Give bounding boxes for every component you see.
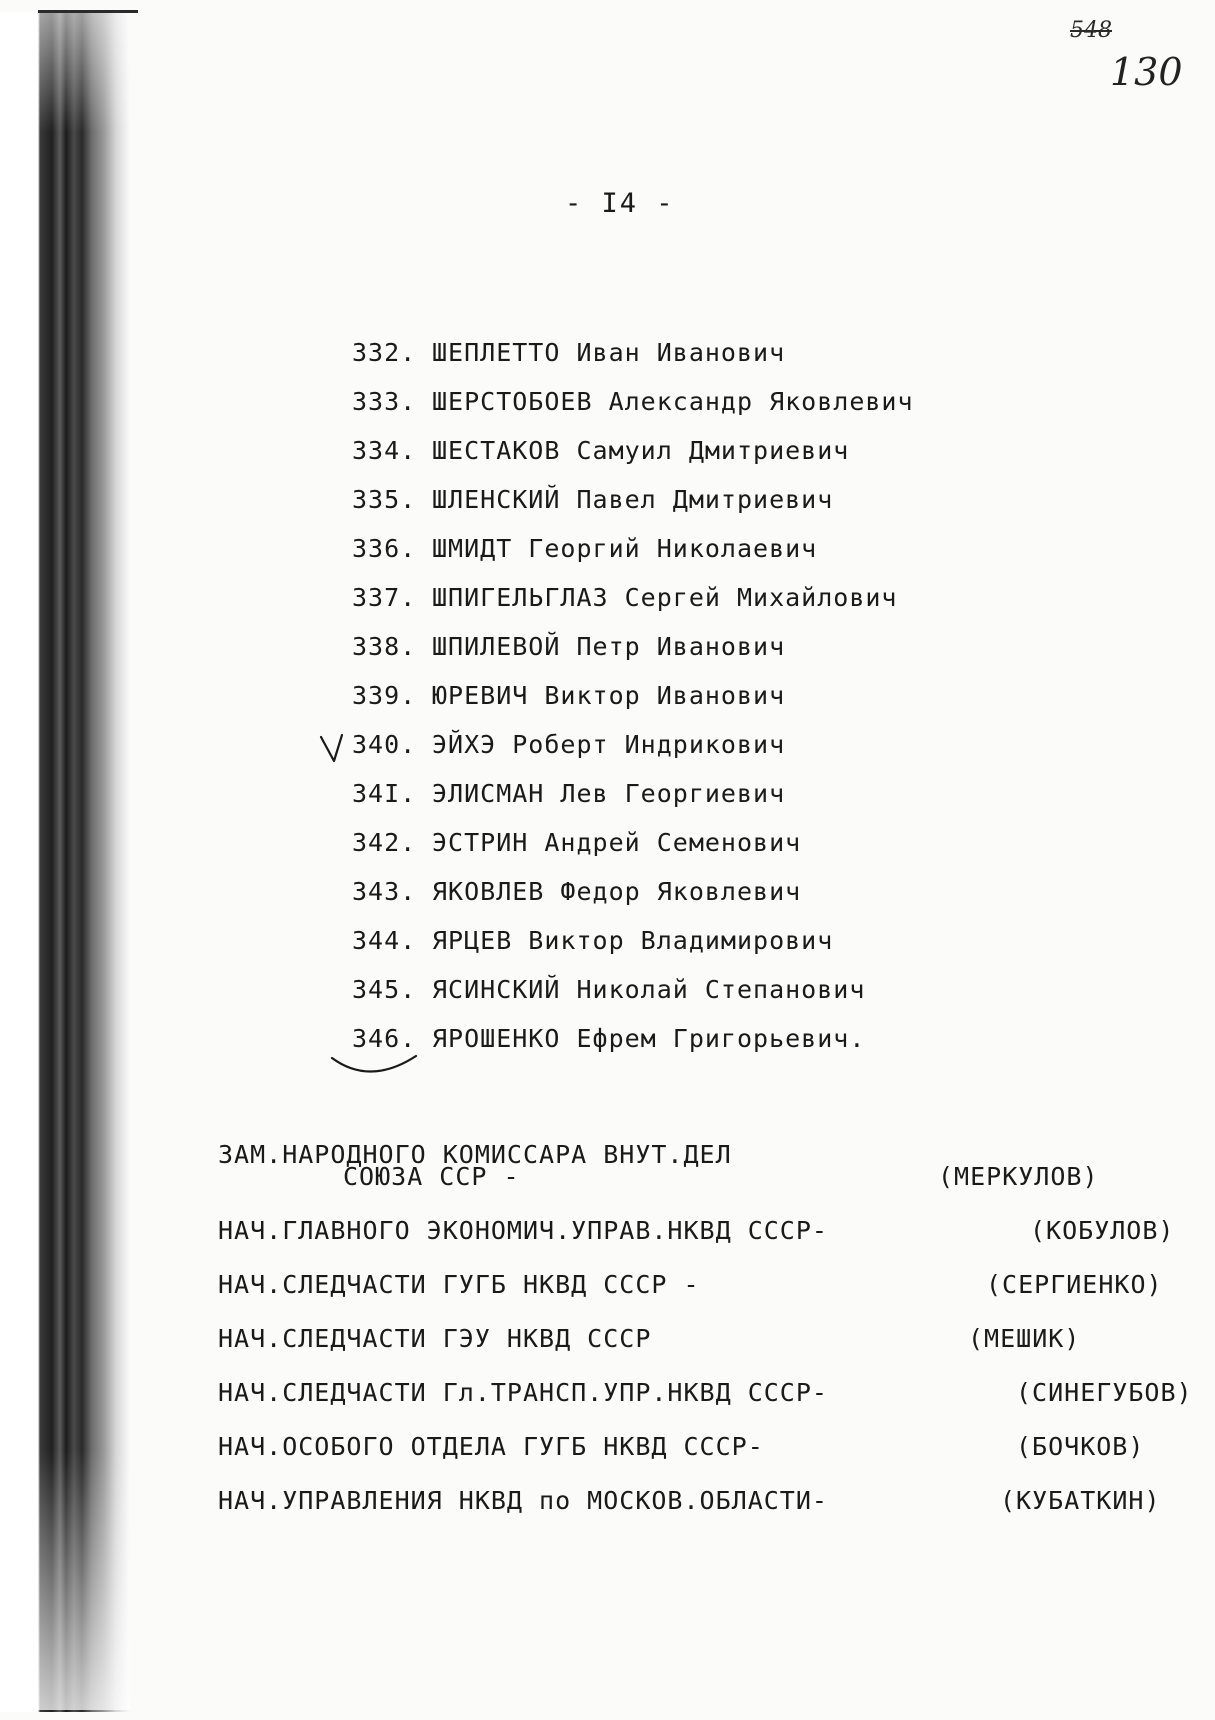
entry-name: ЭСТРИН Андрей Семенович bbox=[432, 828, 802, 857]
entry-name: ШЕПЛЕТТО Иван Иванович bbox=[432, 338, 786, 367]
entry-name: ЭЙХЭ Роберт Индрикович bbox=[432, 730, 786, 759]
signatory-name: (МЕШИК) bbox=[968, 1324, 1081, 1353]
list-item bbox=[352, 1024, 914, 1073]
entry-name: ЯРОШЕНКО Ефрем Григорьевич. bbox=[432, 1024, 866, 1053]
list-item bbox=[352, 828, 914, 877]
signature-block bbox=[218, 1140, 1193, 1540]
archive-page-number: 130 bbox=[1110, 50, 1183, 94]
signatory-title: НАЧ.ГЛАВНОГО ЭКОНОМИЧ.УПРАВ.НКВД СССР- bbox=[218, 1216, 828, 1245]
signature-row bbox=[218, 1270, 1178, 1324]
entry-name: ЯСИНСКИЙ Николай Степанович bbox=[432, 975, 866, 1004]
list-item bbox=[352, 779, 914, 828]
entry-name: ЭЛИСМАН Лев Георгиевич bbox=[432, 779, 786, 808]
list-item bbox=[352, 534, 914, 583]
entry-name: ШПИЛЕВОЙ Петр Иванович bbox=[432, 632, 786, 661]
list-item bbox=[352, 681, 914, 730]
list-item bbox=[352, 583, 914, 632]
list-item bbox=[352, 632, 914, 681]
entry-number: 335. bbox=[352, 485, 417, 514]
signature-row bbox=[218, 1432, 1178, 1486]
list-item bbox=[352, 338, 914, 387]
signature-row bbox=[218, 1324, 1178, 1378]
entry-number: 336. bbox=[352, 534, 417, 563]
signatory-name: (СИНЕГУБОВ) bbox=[1016, 1378, 1193, 1407]
entry-name: ШМИДТ Георгий Николаевич bbox=[432, 534, 818, 563]
entry-number: 342. bbox=[352, 828, 417, 857]
entry-number: 338. bbox=[352, 632, 417, 661]
list-item bbox=[352, 387, 914, 436]
signatory-title: НАЧ.СЛЕДЧАСТИ ГУГБ НКВД СССР - bbox=[218, 1270, 700, 1299]
handwritten-underline-mark bbox=[330, 1052, 420, 1082]
page-number: - I4 - bbox=[565, 188, 675, 219]
signatory-name: (МЕРКУЛОВ) bbox=[938, 1162, 1099, 1191]
entry-name: ЯКОВЛЕВ Федор Яковлевич bbox=[432, 877, 802, 906]
entry-number: 34I. bbox=[352, 779, 417, 808]
signature-row bbox=[218, 1140, 1178, 1216]
list-item bbox=[352, 730, 914, 779]
signature-row bbox=[218, 1486, 1178, 1540]
signatory-title: НАЧ.УПРАВЛЕНИЯ НКВД по МОСКОВ.ОБЛАСТИ- bbox=[218, 1486, 828, 1515]
name-list bbox=[352, 338, 914, 1073]
entry-number: 333. bbox=[352, 387, 417, 416]
signatory-title: ЗАМ.НАРОДНОГО КОМИССАРА ВНУТ.ДЕЛ bbox=[218, 1140, 732, 1169]
entry-number: 343. bbox=[352, 877, 417, 906]
entry-name: ШЕСТАКОВ Самуил Дмитриевич bbox=[432, 436, 850, 465]
signatory-name: (СЕРГИЕНКО) bbox=[986, 1270, 1163, 1299]
list-item bbox=[352, 926, 914, 975]
list-item bbox=[352, 975, 914, 1024]
entry-number: 339. bbox=[352, 681, 417, 710]
entry-number: 337. bbox=[352, 583, 417, 612]
entry-name: ЯРЦЕВ Виктор Владимирович bbox=[432, 926, 834, 955]
entry-number: 345. bbox=[352, 975, 417, 1004]
signatory-title: НАЧ.ОСОБОГО ОТДЕЛА ГУГБ НКВД СССР- bbox=[218, 1432, 764, 1461]
signatory-title: НАЧ.СЛЕДЧАСТИ Гл.ТРАНСП.УПР.НКВД СССР- bbox=[218, 1378, 828, 1407]
entry-number: 344. bbox=[352, 926, 417, 955]
signature-row bbox=[218, 1378, 1193, 1432]
signature-row bbox=[218, 1216, 1178, 1270]
entry-name: ШЛЕНСКИЙ Павел Дмитриевич bbox=[432, 485, 834, 514]
entry-number: 340. bbox=[352, 730, 417, 759]
signatory-title-line2: СОЮЗА ССР - bbox=[343, 1162, 520, 1191]
list-item bbox=[352, 485, 914, 534]
list-item bbox=[352, 436, 914, 485]
list-item bbox=[352, 877, 914, 926]
entry-name: ШПИГЕЛЬГЛАЗ Сергей Михайлович bbox=[432, 583, 898, 612]
entry-name: ЮРЕВИЧ Виктор Иванович bbox=[432, 681, 786, 710]
handwritten-checkmark-icon bbox=[318, 731, 352, 765]
signatory-name: (БОЧКОВ) bbox=[1016, 1432, 1145, 1461]
entry-number: 332. bbox=[352, 338, 417, 367]
signatory-title: НАЧ.СЛЕДЧАСТИ ГЭУ НКВД СССР bbox=[218, 1324, 652, 1353]
signatory-name: (КУБАТКИН) bbox=[1000, 1486, 1161, 1515]
entry-name: ШЕРСТОБОЕВ Александр Яковлевич bbox=[432, 387, 914, 416]
signatory-name: (КОБУЛОВ) bbox=[1030, 1216, 1175, 1245]
entry-number: 346. bbox=[352, 1024, 417, 1053]
entry-number: 334. bbox=[352, 436, 417, 465]
archive-struck-number: 548 bbox=[1070, 18, 1112, 43]
